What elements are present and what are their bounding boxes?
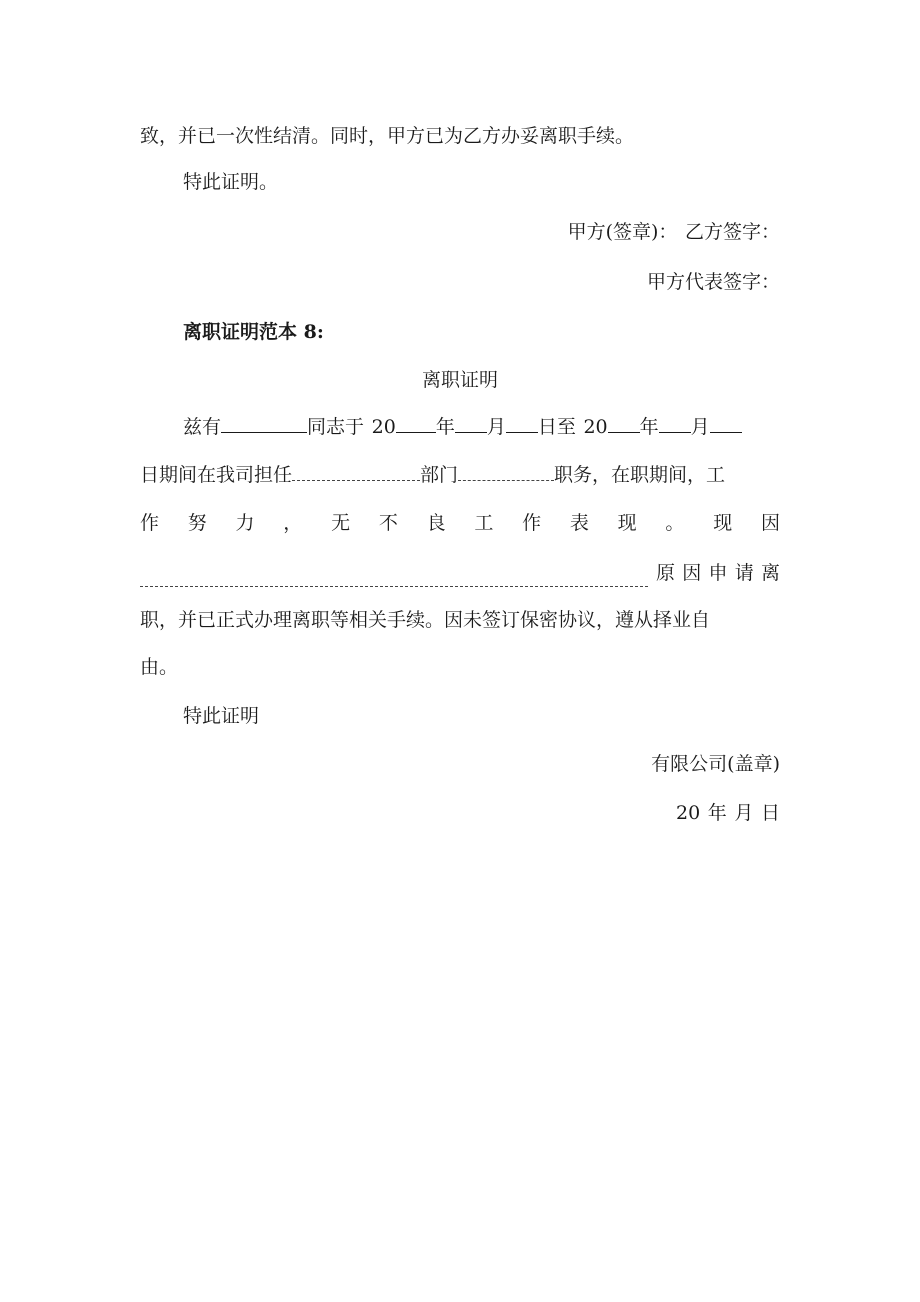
char: 不 xyxy=(378,512,398,534)
char: 离 xyxy=(760,562,780,584)
certificate-line-1 xyxy=(183,412,780,440)
certificate-line-2 xyxy=(140,460,780,488)
end-month-blank xyxy=(659,412,691,433)
char: 力 xyxy=(235,512,255,534)
certificate-line-3 xyxy=(140,509,780,537)
end-year-blank xyxy=(608,412,640,433)
closing-statement-2: 特此证明 xyxy=(183,705,260,727)
text-yue: 月 xyxy=(486,416,506,438)
text-tongzhi-yu: 同志于 xyxy=(307,416,365,438)
char: 努 xyxy=(187,512,207,534)
char: 请 xyxy=(734,562,754,584)
text-end-year-prefix: 20 xyxy=(583,416,608,438)
char: 无 xyxy=(331,512,351,534)
sample-heading: 离职证明范本 8: xyxy=(183,321,324,343)
company-seal-label: 有限公司(盖章) xyxy=(651,753,780,775)
char: 作 xyxy=(140,512,160,534)
text-ri-zhi: 日至 xyxy=(537,416,576,438)
text-nian-2: 年 xyxy=(639,416,659,438)
party-a-seal-label: 甲方(签章)： xyxy=(567,221,678,243)
text-zi-you: 兹有 xyxy=(183,416,222,438)
party-b-signature-label: 乙方签字： xyxy=(684,221,780,243)
closing-statement: 特此证明。 xyxy=(183,171,279,193)
text-zhiwu: 职务，在职期间，工 xyxy=(554,464,726,486)
certificate-line-5: 职，并已正式办理离职等相关手续。因未签订保密协议，遵从择业自 xyxy=(140,609,711,631)
reason-text xyxy=(648,559,780,587)
text-bumen: 部门 xyxy=(420,464,459,486)
signature-line-parties xyxy=(140,218,780,246)
char: 。 xyxy=(665,512,685,534)
start-month-blank xyxy=(455,412,487,433)
char: 良 xyxy=(426,512,446,534)
text-nian: 年 xyxy=(435,416,455,438)
date-line xyxy=(140,799,780,827)
name-blank xyxy=(221,412,307,433)
date-year-prefix: 20 xyxy=(675,802,701,824)
char: 因 xyxy=(760,512,780,534)
char: 作 xyxy=(522,512,542,534)
text-ri-qijian: 日期间在我司担任 xyxy=(140,464,293,486)
paragraph-line: 致，并已一次性结清。同时，甲方已为乙方办妥离职手续。 xyxy=(140,125,635,147)
char: 现 xyxy=(617,512,637,534)
char: 工 xyxy=(474,512,494,534)
date-month-label: 月 xyxy=(734,802,754,824)
text-start-year-prefix: 20 xyxy=(371,416,396,438)
representative-signature-label: 甲方代表签字： xyxy=(646,271,780,293)
certificate-title: 离职证明 xyxy=(421,369,498,391)
date-day-label: 日 xyxy=(760,802,780,824)
char: 申 xyxy=(708,562,728,584)
certificate-line-6: 由。 xyxy=(140,656,179,678)
position-blank xyxy=(458,460,554,481)
char: 原 xyxy=(656,562,676,584)
char: 表 xyxy=(569,512,589,534)
end-day-blank xyxy=(710,412,742,433)
char: 因 xyxy=(682,562,702,584)
reason-blank xyxy=(140,566,648,587)
certificate-line-4 xyxy=(140,559,780,587)
start-day-blank xyxy=(506,412,538,433)
text-yue-2: 月 xyxy=(690,416,710,438)
char: 现 xyxy=(713,512,733,534)
start-year-blank xyxy=(396,412,436,433)
department-blank xyxy=(292,460,420,481)
date-year-label: 年 xyxy=(707,802,727,824)
char: ， xyxy=(283,512,303,534)
